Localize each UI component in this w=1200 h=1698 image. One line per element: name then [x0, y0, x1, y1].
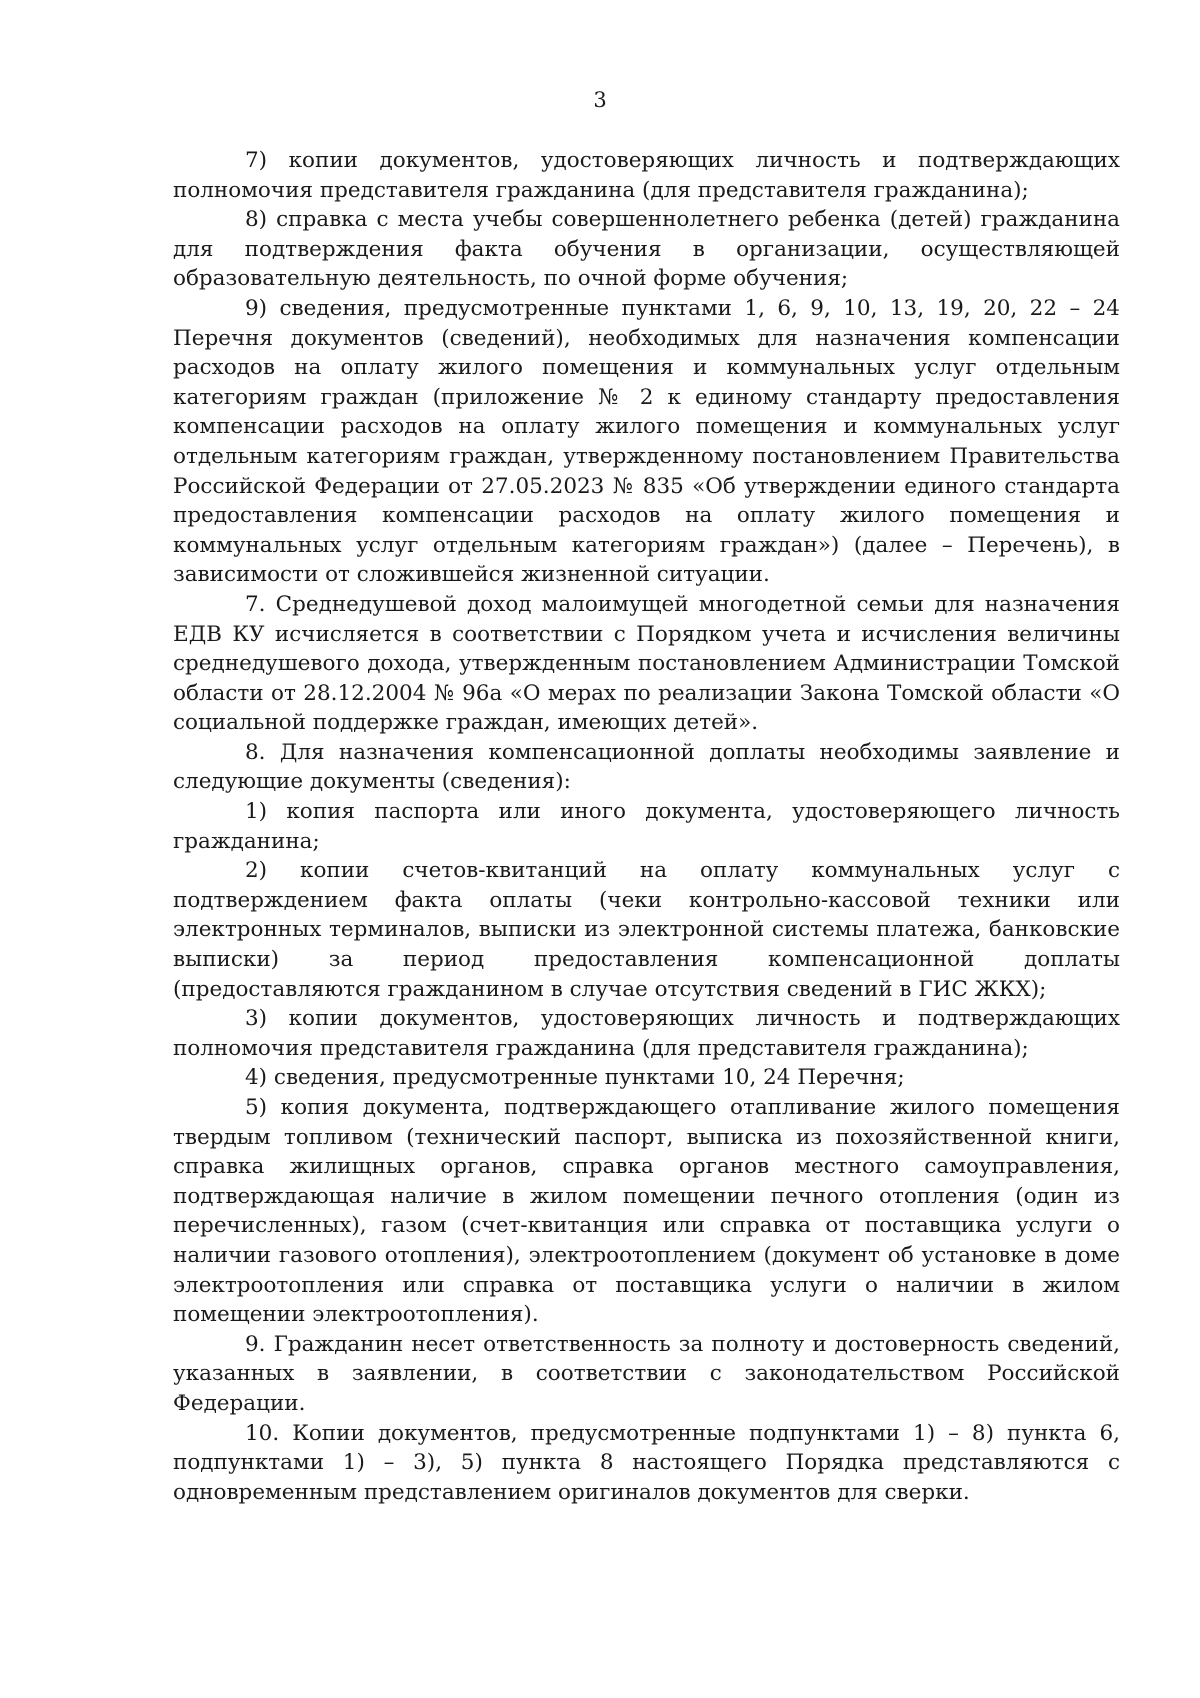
paragraph-section-7-average-income: 7. Среднедушевой доход малоимущей многодетной семьи для назначения ЕДВ КУ исчисляется в соответствии с Порядком учета и исчисления величины среднедушевого дохода, утвержденным постановлением Администрации Томской области от 28.12.2004 № 96а «О мерах по реализации Закона Томской области «О социальной поддержке граждан, имеющих детей».	[173, 591, 1120, 736]
page-number: 3	[593, 88, 607, 112]
paragraph-item-5-heating-docs: 5) копия документа, подтверждающего отапливание жилого помещения твердым топливом (технический паспорт, выписка из похозяйственной книги, справка жилищных органов, справка органов местного самоуправления, подтверждающая наличие в жилом помещении печного отопления (один из перечисленных), газом (счет-квитанция или справка от поставщика услуги о наличии газового отопления), электроотоплением (документ об установке в доме электроотопления или справка от поставщика услуги о наличии в жилом помещении электроотопления).	[173, 1095, 1120, 1328]
paragraph-item-1-passport-copy: 1) копия паспорта или иного документа, удостоверяющего личность гражданина;	[173, 799, 1120, 854]
paragraph-item-4-list-items: 4) сведения, предусмотренные пунктами 10, 24 Перечня;	[245, 1065, 905, 1091]
paragraph-item-9-information-list: 9) сведения, предусмотренные пунктами 1, 6, 9, 10, 13, 19, 20, 22 – 24 Перечня документов (сведений), необходимых для назначения компенсации расходов на оплату жилого помещения и коммунальных услуг отдельным категориям граждан (приложение № 2 к единому стандарту предоставления компенсации расходов на оплату жилого помещения и коммунальных услуг отдельным категориям граждан, утвержденному постановлением Правительства Российской Федерации от 27.05.2023 № 835 «Об утверждении единого стандарта предоставления компенсации расходов на оплату жилого помещения и коммунальных услуг отдельным категориям граждан») (далее – Перечень), в зависимости от сложившейся жизненной ситуации.	[173, 295, 1120, 588]
paragraph-section-10-originals: 10. Копии документов, предусмотренные подпунктами 1) – 8) пункта 6, подпунктами 1) – 3), 5) пункта 8 настоящего Порядка представляются с одновременным представлением оригиналов документов для сверки.	[173, 1420, 1120, 1505]
paragraph-section-8-compensation-docs: 8. Для назначения компенсационной доплаты необходимы заявление и следующие документы (сведения):	[173, 739, 1120, 795]
document-body	[173, 146, 1120, 1507]
paragraph-item-2-utility-receipts: 2) копии счетов-квитанций на оплату коммунальных услуг с подтверждением факта оплаты (чеки контрольно-кассовой техники или электронных терминалов, выписки из электронной системы платежа, банковские выписки) за период предоставления компенсационной доплаты (предоставляются гражданином в случае отсутствия сведений в ГИС ЖКХ);	[173, 858, 1120, 1002]
paragraph-item-8-study-certificate: 8) справка с места учебы совершеннолетнего ребенка (детей) гражданина для подтверждения факта обучения в организации, осуществляющей образовательную деятельность, по очной форме обучения;	[173, 207, 1120, 292]
paragraph-item-7-representative-docs: 7) копии документов, удостоверяющих личность и подтверждающих полномочия представителя гражданина (для представителя гражданина);	[173, 148, 1120, 203]
paragraph-item-3-representative-docs: 3) копии документов, удостоверяющих личность и подтверждающих полномочия представителя гражданина (для представителя гражданина);	[173, 1006, 1120, 1061]
paragraph-section-9-responsibility: 9. Гражданин несет ответственность за полноту и достоверность сведений, указанных в заявлении, в соответствии с законодательством Российской Федерации.	[173, 1331, 1120, 1416]
